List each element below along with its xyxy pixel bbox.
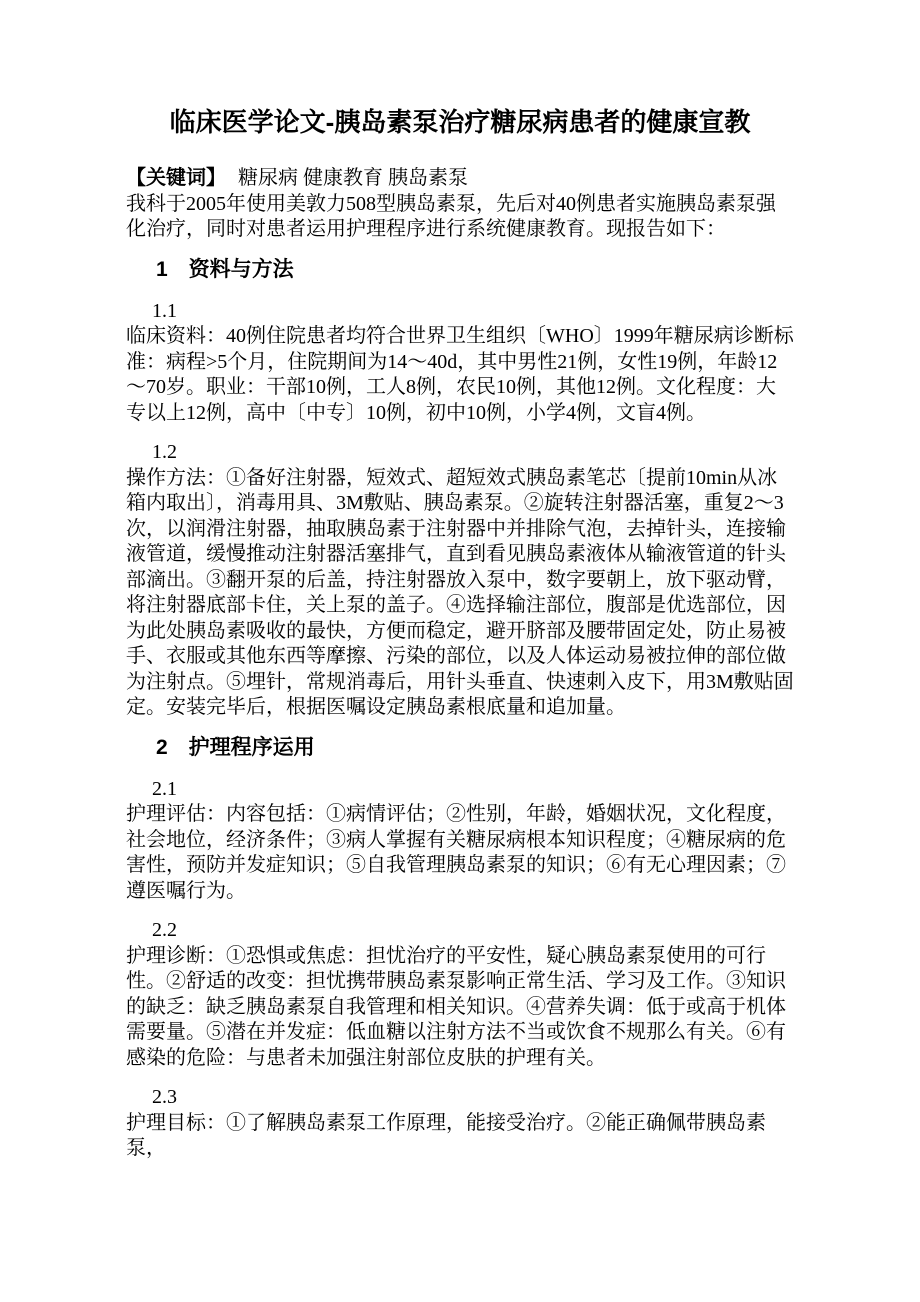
subsection-1-1-label: 1.1 bbox=[152, 299, 177, 322]
subsection-1-2 bbox=[126, 440, 794, 721]
subsection-2-3-text: 护理目标：①了解胰岛素泵工作原理，能接受治疗。②能正确佩带胰岛素泵， bbox=[126, 1111, 766, 1159]
subsection-1-2-label: 1.2 bbox=[152, 441, 177, 463]
keywords-label: 【关键词】 bbox=[126, 167, 226, 189]
subsection-2-3-label: 2.3 bbox=[152, 1086, 177, 1108]
section-1-heading: 1 资料与方法 bbox=[156, 257, 294, 281]
subsection-2-3 bbox=[126, 1085, 794, 1162]
subsection-2-2 bbox=[126, 918, 794, 1071]
subsection-1-1 bbox=[126, 299, 794, 427]
intro-paragraph: 我科于2005年使用美敦力508型胰岛素泵，先后对40例患者实施胰岛素泵强化治疗，同时对患者运用护理程序进行系统健康教育。现报告如下： bbox=[126, 192, 776, 240]
keywords-terms: 糖尿病 健康教育 胰岛素泵 bbox=[238, 167, 468, 189]
subsection-2-1-text: 护理评估：内容包括：①病情评估；②性别，年龄，婚姻状况，文化程度，社会地位，经济条件；③病人掌握有关糖尿病根本知识程度；④糖尿病的危害性，预防并发症知识；⑤自我管理胰岛素泵的知识；⑥有无心理因素；⑦遵医嘱行为。 bbox=[126, 803, 786, 902]
subsection-2-2-label: 2.2 bbox=[152, 919, 177, 941]
document-title: 临床医学论文-胰岛素泵治疗糖尿病患者的健康宣教 bbox=[169, 107, 751, 137]
subsection-1-2-text: 操作方法：①备好注射器，短效式、超短效式胰岛素笔芯〔提前10min从冰箱内取出〕，消毒用具、3M敷贴、胰岛素泵。②旋转注射器活塞，重复2～3次，以润滑注射器，抽取胰岛素于注射器中并排除气泡，去掉针头，连接输液管道，缓慢推动注射器活塞排气，直到看见胰岛素液体从输液管道的针头部滴出。③翻开泵的后盖，持注射器放入泵中，数字要朝上，放下驱动臂，将注射器底部卡住，关上泵的盖子。④选择输注部位，腹部是优选部位，因为此处胰岛素吸收的最快，方便而稳定，避开脐部及腰带固定处，防止易被手、衣服或其他东西等摩擦、污染的部位，以及人体运动易被拉伸的部位做为注射点。⑤埋针，常规消毒后，用针头垂直、快速刺入皮下，用3M敷贴固定。安装完毕后，根据医嘱设定胰岛素根底量和追加量。 bbox=[126, 466, 794, 718]
keywords-line bbox=[126, 166, 794, 192]
subsection-2-1-label: 2.1 bbox=[152, 777, 177, 800]
subsection-2-1 bbox=[126, 777, 794, 905]
subsection-1-1-text: 临床资料：40例住院患者均符合世界卫生组织〔WHO〕1999年糖尿病诊断标准：病程>5个月，住院期间为14～40d，其中男性21例，女性19例，年龄12～70岁。职业：干部10例，工人8例，农民10例，其他12例。文化程度：大专以上12例，高中〔中专〕10例，初中10例，小学4例，文盲4例。 bbox=[126, 325, 794, 424]
section-2-heading: 2 护理程序运用 bbox=[156, 735, 315, 759]
subsection-2-2-text: 护理诊断：①恐惧或焦虑：担忧治疗的平安性，疑心胰岛素泵使用的可行性。②舒适的改变：担忧携带胰岛素泵影响正常生活、学习及工作。③知识的缺乏：缺乏胰岛素泵自我管理和相关知识。④营养失调：低于或高于机体需要量。⑤潜在并发症：低血糖以注射方法不当或饮食不规那么有关。⑥有感染的危险：与患者未加强注射部位皮肤的护理有关。 bbox=[126, 944, 786, 1069]
